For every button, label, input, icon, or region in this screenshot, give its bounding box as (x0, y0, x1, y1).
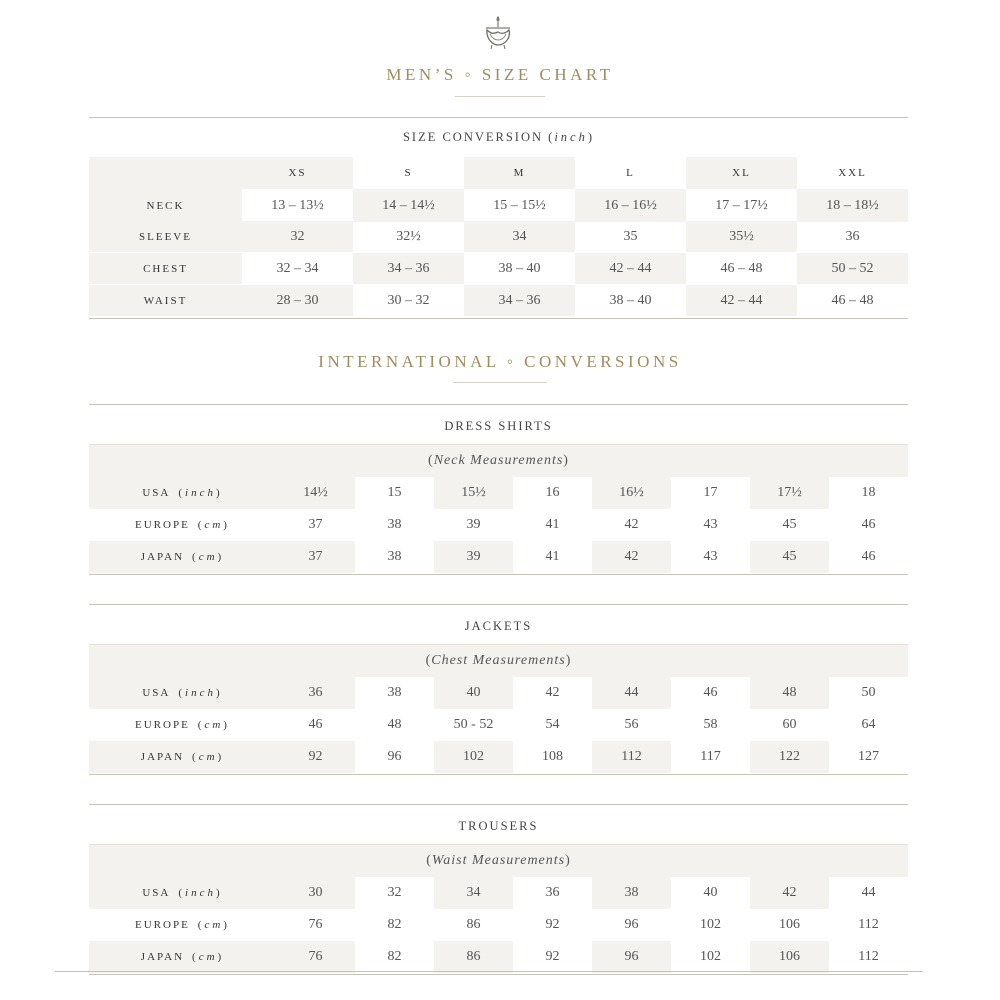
conversion-value-cell: 16 (545, 485, 560, 500)
size-value-cell: 46 – 48 (720, 260, 763, 276)
size-value-cell: 38 – 40 (609, 292, 652, 308)
conversion-value-cell: 64 (861, 717, 876, 732)
size-value-cell: 50 – 52 (797, 253, 908, 284)
size-value-cell: 35½ (686, 221, 797, 252)
conversion-value-cell: 42 (750, 877, 829, 909)
conversion-value-cell: 40 (434, 677, 513, 709)
size-row-neck (89, 189, 908, 222)
conversion-value-cell: 42 (592, 541, 671, 573)
size-column-header: S (404, 167, 413, 179)
size-value-cell: 36 (845, 228, 860, 244)
size-column-header: L (626, 167, 635, 179)
size-value-cell: 17 – 17½ (715, 197, 768, 213)
conversion-value-cell: 39 (466, 517, 481, 532)
conversion-value-cell: 38 (387, 549, 402, 564)
size-row-chest (89, 253, 908, 284)
row-label: USA (inch) (89, 477, 276, 509)
row-label: USA (inch) (89, 877, 276, 909)
row-label: USA (inch) (89, 677, 276, 709)
section-divider (89, 117, 908, 118)
section-divider (89, 318, 908, 319)
conversion-value-cell: 112 (858, 917, 879, 932)
size-value-cell: 18 – 18½ (797, 189, 908, 222)
conversion-value-cell: 48 (387, 717, 402, 732)
conversion-value-cell: 48 (750, 677, 829, 709)
conversion-value-cell: 56 (624, 717, 639, 732)
conversion-row-europe (89, 509, 908, 541)
conversion-value-cell: 92 (545, 949, 560, 964)
size-value-cell: 28 – 30 (242, 285, 353, 316)
row-label: EUROPE (cm) (135, 919, 230, 931)
measurement-caption: ( Chest Measurements ) (89, 645, 908, 677)
size-value-cell: 46 – 48 (831, 292, 874, 308)
conversion-value-cell: 86 (466, 917, 481, 932)
conversion-value-cell: 106 (750, 941, 829, 973)
conversion-value-cell: 38 (387, 517, 402, 532)
conversion-value-cell: 102 (700, 917, 721, 932)
bottom-divider (55, 971, 923, 972)
conversion-row-usa (89, 677, 908, 709)
international-title: INTERNATIONAL ◦ CONVERSIONS (318, 352, 682, 371)
size-value-cell: 16 – 16½ (575, 189, 686, 222)
header-corner-cell (89, 157, 242, 189)
caption-text: Waist Measurements (431, 853, 566, 868)
conversion-value-cell: 43 (703, 549, 718, 564)
conversion-value-cell: 36 (276, 677, 355, 709)
caption-text: Neck Measurements (433, 453, 564, 468)
row-label: EUROPE (cm) (135, 719, 230, 731)
section-divider (89, 804, 908, 805)
conversion-value-cell: 37 (308, 517, 323, 532)
conversion-value-cell: 16½ (592, 477, 671, 509)
section-divider (89, 604, 908, 605)
size-value-cell: 42 – 44 (575, 253, 686, 284)
conversion-value-cell: 38 (592, 877, 671, 909)
page-title: MEN’S ◦ SIZE CHART (386, 65, 614, 84)
conversion-value-cell: 50 (861, 685, 876, 700)
conversion-row-usa (89, 477, 908, 509)
size-value-cell: 32 (242, 221, 353, 252)
conversion-value-cell: 44 (592, 677, 671, 709)
conversion-value-cell: 96 (387, 749, 402, 764)
row-label: CHEST (89, 253, 242, 284)
conversion-value-cell: 92 (276, 741, 355, 773)
conversion-value-cell: 34 (434, 877, 513, 909)
size-column-header: XXL (838, 167, 867, 179)
conversion-row-europe (89, 709, 908, 741)
size-conversion-title: SIZE CONVERSION (inch) (402, 130, 595, 144)
size-value-cell: 34 – 36 (464, 285, 575, 316)
size-value-cell: 30 – 32 (387, 292, 430, 308)
conversion-row-japan (89, 541, 908, 573)
conversion-row-japan (89, 741, 908, 773)
conversion-value-cell: 102 (700, 949, 721, 964)
title-underline (455, 96, 545, 97)
conversion-value-cell: 50 - 52 (453, 717, 494, 732)
row-label: JAPAN (cm) (89, 541, 276, 573)
conversion-value-cell: 42 (545, 685, 560, 700)
conversion-value-cell: 41 (545, 517, 560, 532)
conversion-table (89, 644, 908, 775)
golden-fleece-icon (478, 12, 518, 52)
conversion-value-cell: 102 (434, 741, 513, 773)
conversion-value-cell: 41 (545, 549, 560, 564)
conversion-value-cell: 76 (308, 917, 323, 932)
conversion-value-cell: 127 (858, 749, 879, 764)
size-value-cell: 14 – 14½ (353, 189, 464, 222)
conversion-value-cell: 46 (861, 517, 876, 532)
size-value-cell: 13 – 13½ (271, 197, 324, 213)
measurement-caption: ( Waist Measurements ) (89, 845, 908, 877)
row-label: NECK (89, 189, 242, 222)
conversion-value-cell: 58 (703, 717, 718, 732)
conversion-value-cell: 15 (387, 485, 402, 500)
size-column-header: XS (242, 157, 353, 189)
conversion-row-japan (89, 941, 908, 973)
conversion-value-cell: 40 (703, 885, 718, 900)
conversion-value-cell: 46 (308, 717, 323, 732)
caption-text: Chest Measurements (431, 653, 566, 668)
conversion-value-cell: 76 (276, 941, 355, 973)
section-title-jackets: JACKETS (464, 619, 533, 633)
conversion-value-cell: 82 (387, 949, 402, 964)
section-divider (89, 404, 908, 405)
conversion-value-cell: 45 (782, 517, 797, 532)
row-label: SLEEVE (89, 221, 242, 252)
conversion-value-cell: 60 (782, 717, 797, 732)
conversion-value-cell: 86 (434, 941, 513, 973)
conversion-table (89, 444, 908, 575)
conversion-value-cell: 18 (861, 485, 876, 500)
conversion-value-cell: 30 (276, 877, 355, 909)
conversion-value-cell: 112 (858, 949, 879, 964)
size-value-cell: 32 – 34 (276, 260, 319, 276)
conversion-value-cell: 43 (703, 517, 718, 532)
size-header-row (89, 157, 908, 189)
conversion-row-usa (89, 877, 908, 909)
conversion-value-cell: 96 (624, 917, 639, 932)
conversion-value-cell: 117 (700, 749, 721, 764)
measurement-caption: ( Neck Measurements ) (89, 445, 908, 477)
conversion-value-cell: 42 (624, 517, 639, 532)
size-value-cell: 42 – 44 (686, 285, 797, 316)
conversion-value-cell: 112 (592, 741, 671, 773)
conversion-value-cell: 106 (779, 917, 800, 932)
size-column-header: XL (686, 157, 797, 189)
row-label: JAPAN (cm) (89, 741, 276, 773)
size-value-cell: 15 – 15½ (493, 197, 546, 213)
conversion-value-cell: 36 (545, 885, 560, 900)
conversion-value-cell: 39 (434, 541, 513, 573)
size-value-cell: 34 – 36 (353, 253, 464, 284)
section-title-dress-shirts: DRESS SHIRTS (444, 419, 553, 433)
section-title-trousers: TROUSERS (458, 819, 539, 833)
size-column-header: M (464, 157, 575, 189)
conversion-value-cell: 17 (703, 485, 718, 500)
conversion-value-cell: 108 (542, 749, 563, 764)
conversion-value-cell: 54 (545, 717, 560, 732)
conversion-value-cell: 92 (545, 917, 560, 932)
size-value-cell: 38 – 40 (498, 260, 541, 276)
conversion-value-cell: 38 (387, 685, 402, 700)
conversion-row-europe (89, 909, 908, 941)
conversion-value-cell: 82 (387, 917, 402, 932)
row-label: WAIST (89, 285, 242, 316)
conversion-value-cell: 122 (750, 741, 829, 773)
conversion-value-cell: 46 (703, 685, 718, 700)
conversion-value-cell: 17½ (750, 477, 829, 509)
size-value-cell: 32½ (396, 228, 421, 244)
conversion-value-cell: 14½ (276, 477, 355, 509)
conversion-value-cell: 96 (592, 941, 671, 973)
conversion-value-cell: 15½ (434, 477, 513, 509)
size-row-sleeve (89, 221, 908, 252)
size-value-cell: 34 (464, 221, 575, 252)
conversion-table (89, 844, 908, 975)
conversion-value-cell: 46 (861, 549, 876, 564)
conversion-value-cell: 32 (387, 885, 402, 900)
size-row-waist (89, 285, 908, 316)
conversion-value-cell: 37 (276, 541, 355, 573)
conversion-value-cell: 44 (861, 885, 876, 900)
row-label: EUROPE (cm) (135, 519, 230, 531)
row-label: JAPAN (cm) (89, 941, 276, 973)
title-underline (453, 382, 547, 383)
size-value-cell: 35 (623, 228, 638, 244)
conversion-value-cell: 45 (750, 541, 829, 573)
size-conversion-table (89, 157, 908, 318)
